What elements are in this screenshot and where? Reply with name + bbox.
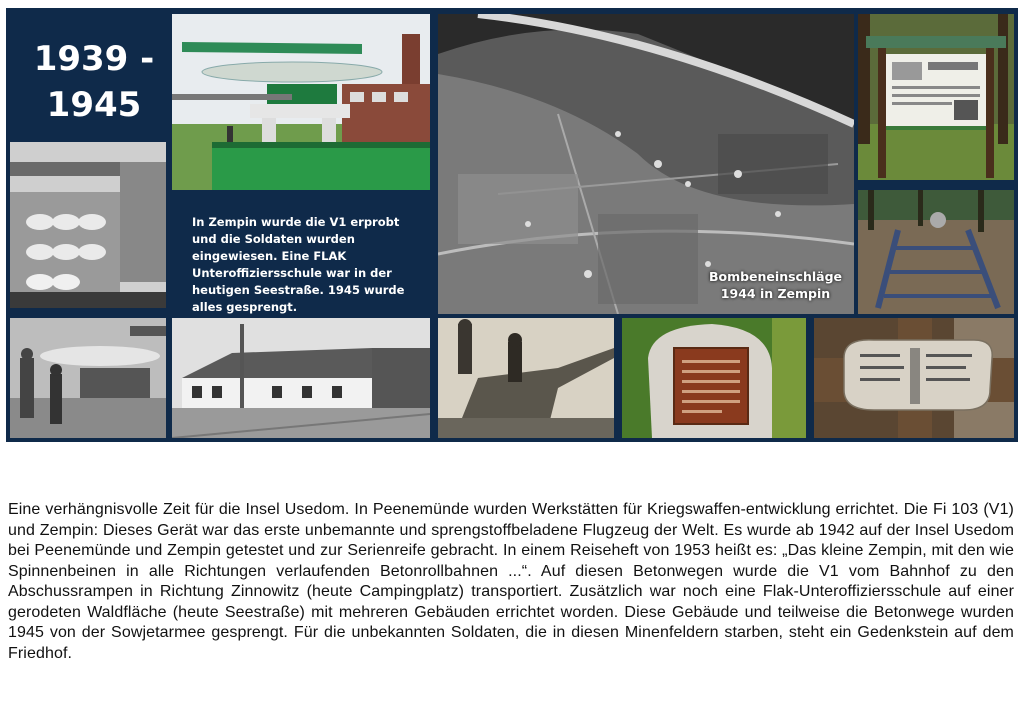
- article-body-text: Eine verhängnisvolle Zeit für die Insel Usedom. In Peenemünde wurden Werkstätten für Kriegswaffen-entwicklung errichtet. Die Fi 103 (V1) und Zempin: Dieses Gerät war das erste unbemannte und sprengstoffbeladene Flugzeug der Welt. Es wurde ab 1942 auf der Insel Usedom bei Peenemünde und Zempin getestet und zur Serienreife gebracht. In einem Reiseheft von 1953 heißt es: „Das kleine Zempin, mit den wie Spinnenbeinen in alle Richtungen verlaufenden Betonrollbahnen ...“. Auf diesen Betonwegen wurde die V1 vom Bahnhof zu den Abschussrampen in Richtung Zinnowitz (heute Campingplatz) transportiert. Zusätzlich war noch eine Flak-Unteroffiziersschule auf einer gerodeten Waldfläche (heute Seestraße) mit mehreren Gebäuden errichtet worden. Diese Gebäude und teilweise die Betonwege wurden 1945 von der Sowjetarmee gesprengt. Für die unbekannten Soldaten, die in diesen Minenfeldern starben, steht ein Gedenkstein auf dem Friedhof.: [8, 501, 1014, 662]
- photo-collage: [6, 8, 1018, 442]
- year-end: 1945: [46, 85, 142, 125]
- photo-concrete-tracks: [858, 190, 1014, 314]
- year-start: 1939 -: [33, 39, 155, 79]
- photo-info-board: [858, 14, 1014, 180]
- photo-aerial-bomb-craters: [438, 14, 854, 314]
- year-range-heading: [14, 18, 174, 146]
- photo-flak-gun: [438, 318, 614, 438]
- collage-caption: In Zempin wurde die V1 erprobt und die Soldaten wurden eingewiesen. Eine FLAK Unteroffiziersschule war in der heutigen Seestraße. 1945 wurde alles gesprengt.: [178, 198, 436, 318]
- photo-v1-soldiers: [10, 318, 166, 438]
- photo-v1-replica: [172, 14, 430, 190]
- aerial-label-line1: Bombeneinschläge: [708, 269, 842, 284]
- aerial-label-line2: 1944 in Zempin: [720, 286, 831, 301]
- photo-wooden-cross-plaque: [814, 318, 1014, 438]
- aerial-photo-label: [709, 268, 842, 302]
- photo-school-building: [172, 318, 430, 438]
- photo-memorial-stone: [622, 318, 806, 438]
- photo-v1-transport: [10, 142, 166, 308]
